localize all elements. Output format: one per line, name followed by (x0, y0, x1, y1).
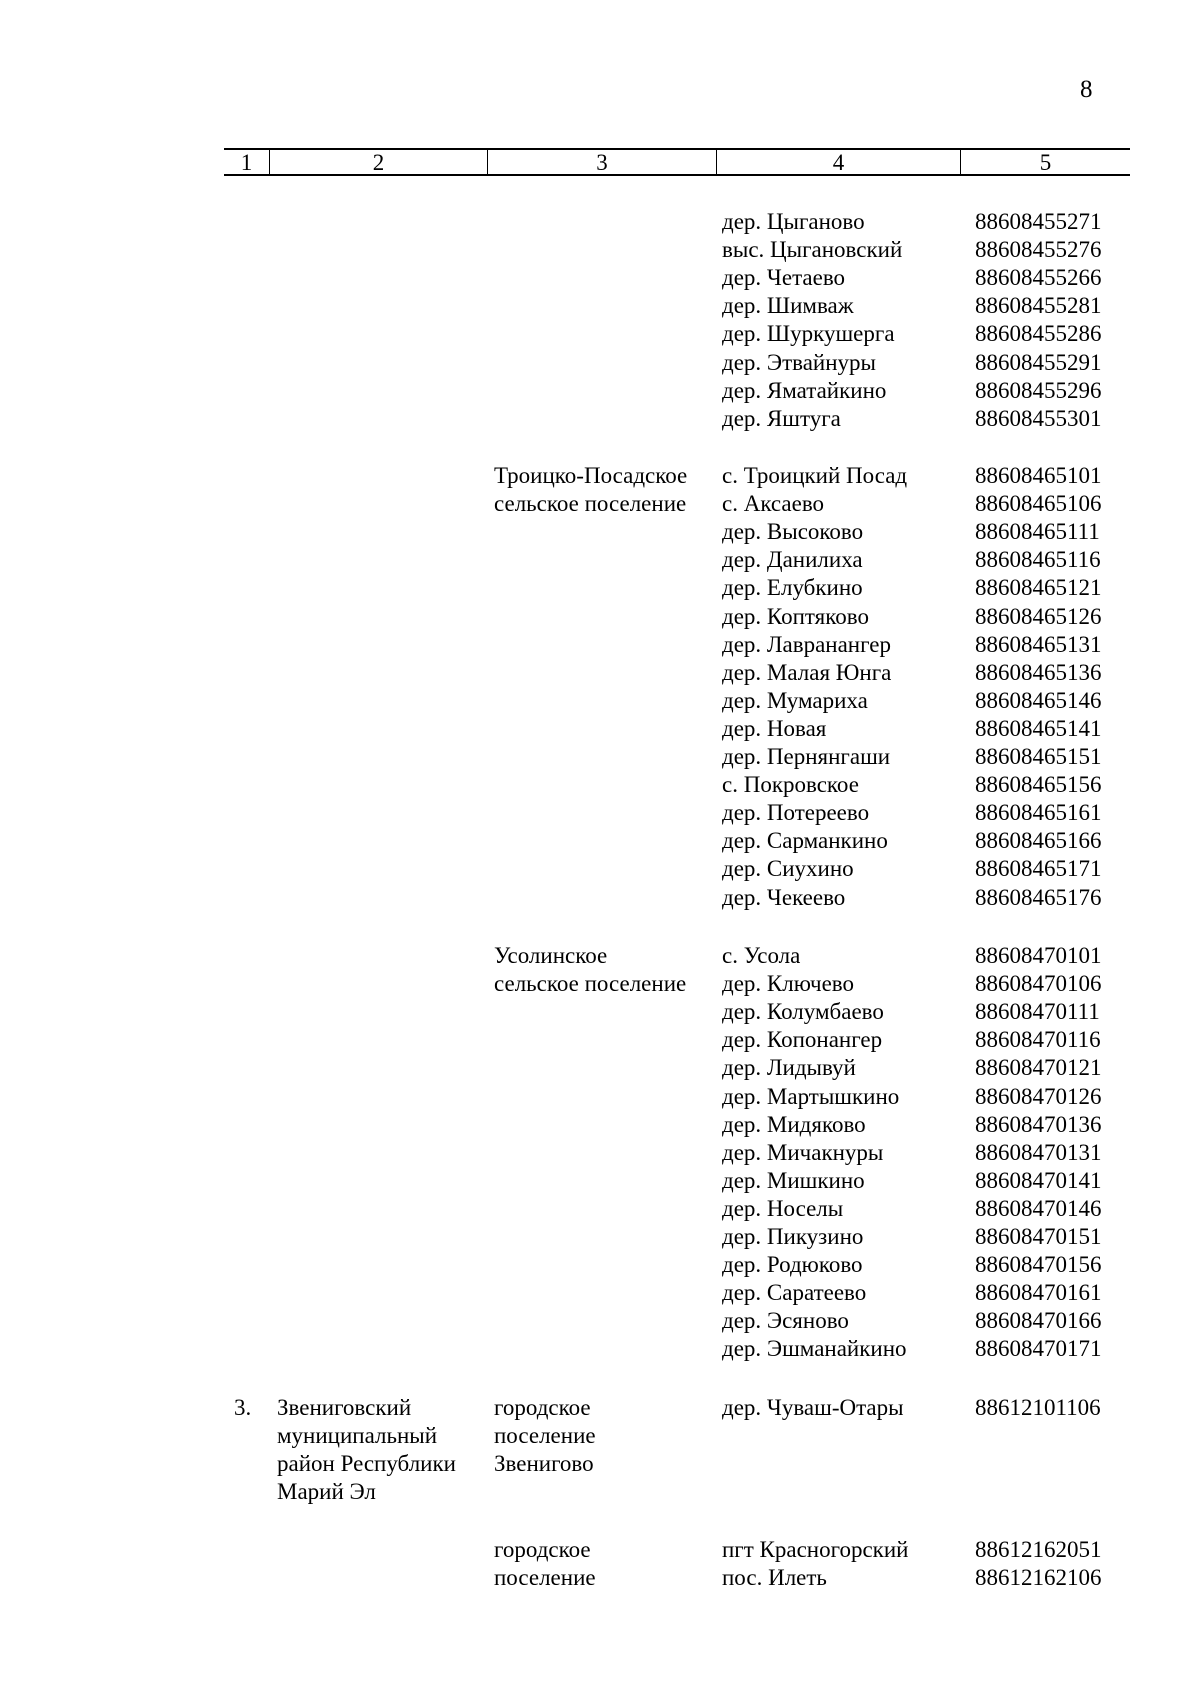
column-number-1: 1 (224, 150, 270, 174)
oktmo-code: 88608465156 (975, 772, 1102, 798)
locality-name: с. Усола (722, 943, 801, 968)
locality-name: дер. Колумбаево (722, 999, 884, 1025)
locality-name: дер. Лавранангер (722, 631, 891, 657)
locality-name: дер. Новая (722, 715, 827, 741)
district-name: муниципальный (277, 1423, 438, 1449)
locality-name: дер. Цыганово (722, 209, 865, 234)
oktmo-code: 88608455271 (975, 209, 1102, 234)
oktmo-code: 88608465141 (975, 715, 1102, 741)
oktmo-code: 88608470101 (975, 943, 1102, 968)
oktmo-code: 88608465146 (975, 687, 1102, 713)
column-number-3: 3 (488, 150, 717, 174)
oktmo-code: 88612162051 (975, 1537, 1102, 1562)
oktmo-code: 88612101106 (975, 1395, 1101, 1420)
settlement-name: Звенигово (494, 1451, 594, 1477)
locality-name: дер. Елубкино (722, 575, 863, 601)
settlement-name: поселение (494, 1423, 596, 1449)
locality-name: с. Покровское (722, 772, 859, 798)
page-number: 8 (1080, 76, 1093, 103)
settlement-name: Усолинское (494, 943, 608, 968)
locality-name: дер. Коптяково (722, 603, 869, 629)
oktmo-code: 88608455286 (975, 321, 1102, 347)
locality-name: дер. Высоково (722, 519, 864, 545)
oktmo-code: 88608470146 (975, 1195, 1102, 1221)
oktmo-code: 88608465106 (975, 491, 1102, 517)
locality-name: дер. Лидывуй (722, 1055, 856, 1081)
locality-name: дер. Чекеево (722, 884, 846, 910)
locality-name: дер. Носелы (722, 1195, 844, 1221)
column-number-5: 5 (1039, 149, 1052, 175)
oktmo-code: 88608465176 (975, 884, 1102, 910)
district-name: район Республики (277, 1451, 456, 1477)
oktmo-code: 88608465116 (975, 547, 1101, 573)
settlement-name: городское (494, 1537, 591, 1562)
locality-name: дер. Родюково (722, 1252, 863, 1278)
oktmo-code: 88608455281 (975, 293, 1102, 319)
oktmo-code: 88608470106 (975, 971, 1102, 997)
oktmo-code: 88608465151 (975, 744, 1102, 769)
locality-name: дер. Саратеево (722, 1280, 867, 1306)
oktmo-code: 88608470166 (975, 1308, 1102, 1334)
locality-name: дер. Копонангер (722, 1027, 883, 1053)
locality-name: дер. Шуркушерга (722, 321, 895, 347)
locality-name: дер. Этвайнуры (722, 349, 876, 375)
oktmo-code: 88608455291 (975, 349, 1102, 375)
oktmo-code: 88608465161 (975, 800, 1102, 826)
oktmo-code: 88608470136 (975, 1111, 1102, 1137)
locality-name: дер. Мидяково (722, 1111, 866, 1137)
locality-name: дер. Шимваж (722, 293, 854, 319)
settlement-name: городское (494, 1395, 591, 1420)
locality-name: дер. Данилиха (722, 547, 863, 573)
oktmo-code: 88608470156 (975, 1252, 1102, 1278)
oktmo-code: 88608470151 (975, 1224, 1102, 1249)
locality-name: дер. Эсяново (722, 1308, 849, 1334)
settlement-name: сельское поселение (494, 491, 687, 517)
locality-name: дер. Сарманкино (722, 828, 888, 854)
settlement-name: поселение (494, 1565, 596, 1591)
oktmo-code: 88612162106 (975, 1565, 1102, 1591)
oktmo-code: 88608455276 (975, 237, 1102, 263)
locality-name: дер. Мумариха (722, 687, 868, 713)
locality-name: дер. Сиухино (722, 856, 854, 882)
oktmo-code: 88608470111 (975, 999, 1100, 1025)
locality-name: дер. Мичакнуры (722, 1139, 884, 1165)
locality-name: дер. Яматайкино (722, 377, 887, 403)
locality-name: дер. Четаево (722, 265, 846, 291)
locality-name: дер. Мишкино (722, 1167, 865, 1193)
locality-name: дер. Ключево (722, 971, 855, 997)
locality-name: дер. Малая Юнга (722, 659, 892, 685)
oktmo-code: 88608465171 (975, 856, 1102, 882)
oktmo-code: 88608465126 (975, 603, 1102, 629)
column-number-2: 2 (270, 150, 488, 174)
oktmo-code: 88608465131 (975, 631, 1102, 657)
locality-name: дер. Чуваш-Отары (722, 1395, 904, 1420)
locality-name: дер. Мартышкино (722, 1083, 900, 1109)
locality-name: дер. Пернянгаши (722, 744, 891, 769)
locality-name: пгт Красногорский (722, 1537, 909, 1562)
locality-name: дер. Эшманайкино (722, 1336, 907, 1362)
settlement-name: сельское поселение (494, 971, 687, 997)
oktmo-code: 88608470126 (975, 1083, 1102, 1109)
locality-name: дер. Яштуга (722, 405, 841, 431)
oktmo-code: 88608470121 (975, 1055, 1102, 1081)
settlement-name: Троицко-Посадское (494, 463, 688, 488)
locality-name: пос. Илеть (722, 1565, 827, 1591)
oktmo-code: 88608455266 (975, 265, 1102, 291)
oktmo-code: 88608470116 (975, 1027, 1101, 1053)
district-name: Марий Эл (277, 1479, 376, 1505)
column-number-4: 4 (717, 150, 961, 174)
table-column-header (224, 148, 1130, 176)
oktmo-code: 88608455296 (975, 377, 1102, 403)
oktmo-code: 88608465136 (975, 659, 1102, 685)
locality-name: дер. Пикузино (722, 1224, 864, 1249)
locality-name: с. Аксаево (722, 491, 825, 517)
oktmo-code: 88608465121 (975, 575, 1102, 601)
row-number: 3. (234, 1395, 252, 1420)
locality-name: с. Троицкий Посад (722, 463, 908, 488)
oktmo-code: 88608470171 (975, 1336, 1102, 1362)
locality-name: дер. Потереево (722, 800, 870, 826)
oktmo-code: 88608465111 (975, 519, 1100, 545)
district-name: Звениговский (277, 1395, 412, 1420)
oktmo-code: 88608465101 (975, 463, 1102, 488)
oktmo-code: 88608455301 (975, 405, 1102, 431)
oktmo-code: 88608465166 (975, 828, 1102, 854)
oktmo-code: 88608470131 (975, 1139, 1102, 1165)
oktmo-code: 88608470161 (975, 1280, 1102, 1306)
locality-name: выс. Цыгановский (722, 237, 903, 263)
oktmo-code: 88608470141 (975, 1167, 1102, 1193)
